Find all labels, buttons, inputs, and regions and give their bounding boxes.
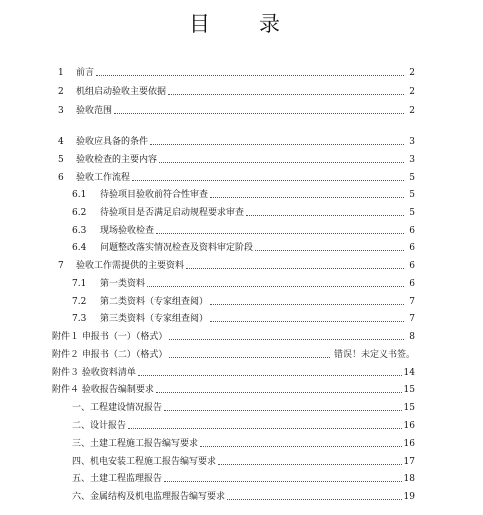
toc-entry-page: 3 xyxy=(409,155,415,165)
toc-entry[interactable] xyxy=(72,294,415,308)
toc-entry-text: 机组启动验收主要依据 xyxy=(76,87,167,97)
dot-leader xyxy=(128,428,402,429)
toc-entry-page: 16 xyxy=(403,421,415,431)
toc-entry-text: 一、工程建设情况报告 xyxy=(72,403,163,413)
toc-entry-page: 15 xyxy=(403,385,415,395)
toc-entry-page: 6 xyxy=(409,226,415,236)
dot-leader xyxy=(169,339,404,340)
toc-entry-number: 7.2 xyxy=(72,297,87,307)
toc-entry-page: 15 xyxy=(403,403,415,413)
dot-leader xyxy=(169,357,330,358)
toc-entry-page: 3 xyxy=(409,137,415,147)
toc-entry-number: 6.2 xyxy=(72,208,87,218)
toc-entry-text: 五、土建工程监理报告 xyxy=(72,474,163,484)
toc-entry-page: 14 xyxy=(403,368,415,378)
toc-entry-page: 7 xyxy=(409,314,415,324)
toc-entry-text: 三、土建工程施工报告编写要求 xyxy=(72,439,199,449)
toc-entry-text: 验收工作流程 xyxy=(76,173,131,183)
dot-leader xyxy=(96,75,404,76)
dot-leader xyxy=(186,268,404,269)
dot-leader xyxy=(210,197,404,198)
toc-entry-number: 7.1 xyxy=(72,279,87,289)
dot-leader xyxy=(246,215,404,216)
toc-entry[interactable] xyxy=(72,471,415,485)
dot-leader xyxy=(150,144,404,145)
dot-leader xyxy=(114,113,404,114)
toc-entry-page: 7 xyxy=(409,297,415,307)
toc-entry-text: 现场验收检查 xyxy=(100,226,155,236)
toc-entry[interactable] xyxy=(58,170,415,184)
toc-entry[interactable] xyxy=(52,382,415,396)
dot-leader xyxy=(210,321,404,322)
toc-entry-number: 2 xyxy=(58,87,64,97)
toc-entry-text: 附件１ 申报书（一）（格式） xyxy=(52,332,168,342)
toc-entry-page: 5 xyxy=(409,173,415,183)
toc-entry[interactable] xyxy=(72,436,415,450)
toc-entry-text: 附件３ 验收资料清单 xyxy=(52,368,136,378)
toc-entry[interactable] xyxy=(72,205,415,219)
dot-leader xyxy=(168,94,404,95)
toc-entry[interactable] xyxy=(58,258,415,272)
toc-entry-text: 四、机电安装工程施工报告编写要求 xyxy=(72,457,217,467)
dot-leader xyxy=(218,464,402,465)
toc-entry-text: 待验项目是否满足启动规程要求审查 xyxy=(100,208,245,218)
toc-entry-text: 待验项目验收前符合性审查 xyxy=(100,190,209,200)
dot-leader xyxy=(200,446,402,447)
toc-entry-text: 第三类资料（专家组查阅） xyxy=(100,314,209,324)
toc-entry-page: 6 xyxy=(409,261,415,271)
toc-entry[interactable] xyxy=(52,347,415,361)
toc-entry[interactable] xyxy=(72,311,415,325)
toc-entry-text: 验收工作需提供的主要资料 xyxy=(76,261,185,271)
toc-entry-page: 17 xyxy=(403,457,415,467)
dot-leader xyxy=(156,233,404,234)
dot-leader xyxy=(159,162,404,163)
toc-entry-page: 错误！未定义书签。 xyxy=(333,350,415,360)
toc-entry-text: 问题整改落实情况检查及资料审定阶段 xyxy=(100,243,254,253)
toc-entry-number: 6.4 xyxy=(72,243,87,253)
toc-entry-number: 4 xyxy=(58,137,64,147)
toc-entry-text: 附件４ 验收报告编制要求 xyxy=(52,385,154,395)
toc-entry-text: 附件２ 申报书（二）（格式） xyxy=(52,350,168,360)
toc-entry-page: 2 xyxy=(409,106,415,116)
toc-entry-text: 验收检查的主要内容 xyxy=(76,155,158,165)
toc-entry-page: 5 xyxy=(409,208,415,218)
toc-entry-page: 18 xyxy=(403,474,415,484)
toc-entry[interactable] xyxy=(58,84,415,98)
toc-entry-number: 1 xyxy=(58,68,64,78)
dot-leader xyxy=(147,286,404,287)
dot-leader xyxy=(210,304,404,305)
toc-entry-page: 19 xyxy=(403,492,415,502)
toc-entry[interactable] xyxy=(52,365,415,379)
toc-entry-number: 7 xyxy=(58,261,64,271)
toc-entry[interactable] xyxy=(72,187,415,201)
toc-entry[interactable] xyxy=(72,276,415,290)
toc-entry-page: 8 xyxy=(409,332,415,342)
toc-entry-text: 前言 xyxy=(76,68,95,78)
toc-entry-page: 16 xyxy=(403,439,415,449)
toc-entry-text: 验收范围 xyxy=(76,106,113,116)
toc-entry-page: 2 xyxy=(409,68,415,78)
toc-entry-text: 验收应具备的条件 xyxy=(76,137,149,147)
toc-entry-text: 第一类资料 xyxy=(100,279,146,289)
dot-leader xyxy=(132,180,404,181)
toc-entry[interactable] xyxy=(58,134,415,148)
toc-entry[interactable] xyxy=(58,65,415,79)
toc-entry-number: 5 xyxy=(58,155,64,165)
toc-title: 目 录 xyxy=(189,12,294,36)
toc-entry-number: 3 xyxy=(58,106,64,116)
toc-entry-number: 7.3 xyxy=(72,314,87,324)
toc-entry[interactable] xyxy=(72,489,415,503)
toc-entry[interactable] xyxy=(72,400,415,414)
dot-leader xyxy=(164,410,402,411)
dot-leader xyxy=(156,392,402,393)
toc-entry[interactable] xyxy=(72,240,415,254)
toc-entry-text: 第二类资料（专家组查阅） xyxy=(100,297,209,307)
toc-entry-page: 5 xyxy=(409,190,415,200)
toc-entry-page: 2 xyxy=(409,87,415,97)
toc-entry[interactable] xyxy=(72,223,415,237)
dot-leader xyxy=(138,375,402,376)
toc-entry[interactable] xyxy=(52,329,415,343)
toc-entry[interactable] xyxy=(72,454,415,468)
dot-leader xyxy=(255,250,404,251)
toc-entry-number: 6 xyxy=(58,173,64,183)
toc-entry-number: 6.3 xyxy=(72,226,87,236)
toc-entry[interactable] xyxy=(72,418,415,432)
toc-entry-text: 二、设计报告 xyxy=(72,421,127,431)
toc-entry-text: 六、金属结构及机电监理报告编写要求 xyxy=(72,492,226,502)
toc-entry[interactable] xyxy=(58,103,415,117)
dot-leader xyxy=(227,499,402,500)
toc-entry-page: 6 xyxy=(409,243,415,253)
toc-entry-number: 6.1 xyxy=(72,190,87,200)
toc-entry-page: 6 xyxy=(409,279,415,289)
toc-entry[interactable] xyxy=(58,152,415,166)
dot-leader xyxy=(164,481,402,482)
